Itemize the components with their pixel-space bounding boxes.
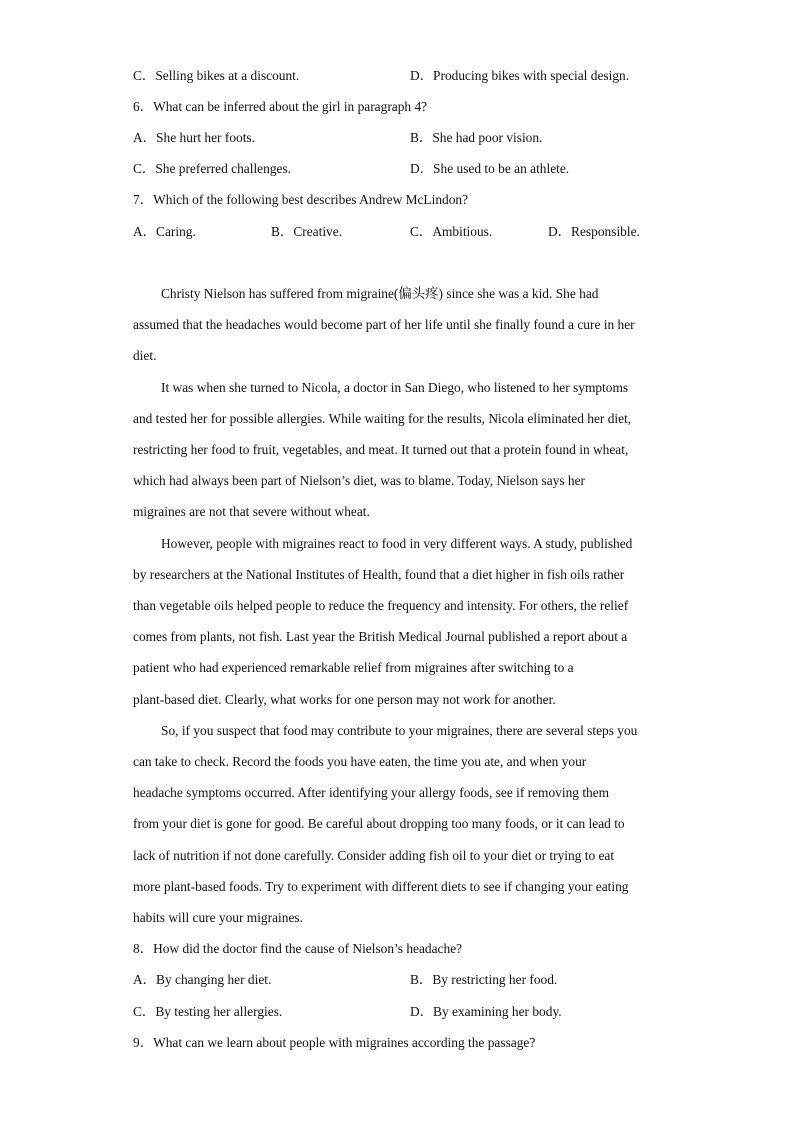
passage-p3-line-4: comes from plants, not fish. Last year the British Medical Journal published a report about a [133, 629, 628, 644]
passage-p4-line-5: lack of nutrition if not done carefully. Consider adding fish oil to your diet or trying to eat [133, 848, 615, 863]
passage-p4-line-2: can take to check. Record the foods you have eaten, the time you ate, and when your [133, 754, 587, 769]
passage-p2-line-3: restricting her food to fruit, vegetables, and meat. It turned out that a protein found in wheat, [133, 442, 629, 457]
q7-option-c: C．Ambitious. [410, 224, 493, 239]
q6-option-b: B．She had poor vision. [410, 130, 543, 145]
q8-option-d: D．By examining her body. [410, 1004, 562, 1019]
q7-option-b: B．Creative. [271, 224, 343, 239]
q6-option-d: D．She used to be an athlete. [410, 161, 570, 176]
q7-option-d: D．Responsible. [548, 224, 640, 239]
passage-p2-line-1: It was when she turned to Nicola, a doctor in San Diego, who listened to her symptoms [161, 380, 629, 395]
passage-p3-line-1: However, people with migraines react to food in very different ways. A study, published [161, 536, 633, 551]
q7-stem: 7．Which of the following best describes Andrew McLindon? [133, 192, 469, 207]
passage-p3-line-5: patient who had experienced remarkable relief from migraines after switching to a [133, 660, 574, 675]
passage-p3-line-3: than vegetable oils helped people to reduce the frequency and intensity. For others, the relief [133, 598, 629, 613]
q8-option-b: B．By restricting her food. [410, 972, 558, 987]
passage-p4-line-1: So, if you suspect that food may contribute to your migraines, there are several steps you [161, 723, 638, 738]
q6-option-a: A．She hurt her foots. [133, 130, 255, 145]
passage-p2-line-4: which had always been part of Nielson’s diet, was to blame. Today, Nielson says her [133, 473, 586, 488]
passage-p1-line-3: diet. [133, 348, 157, 363]
q5-option-d: D．Producing bikes with special design. [410, 68, 630, 83]
passage-p4-line-6: more plant-based foods. Try to experiment with different diets to see if changing your eating [133, 879, 629, 894]
passage-p2-line-5: migraines are not that severe without wheat. [133, 504, 370, 519]
q5-option-c: C．Selling bikes at a discount. [133, 68, 300, 83]
passage-p4-line-7: habits will cure your migraines. [133, 910, 303, 925]
q7-option-a: A．Caring. [133, 224, 196, 239]
passage-p2-line-2: and tested her for possible allergies. While waiting for the results, Nicola eliminated her diet, [133, 411, 632, 426]
passage-p1-line-2: assumed that the headaches would become part of her life until she finally found a cure in her [133, 317, 635, 332]
q8-stem: 8．How did the doctor find the cause of Nielson’s headache? [133, 941, 463, 956]
passage-p3-line-6: plant-based diet. Clearly, what works for one person may not work for another. [133, 692, 556, 707]
passage-p3-line-2: by researchers at the National Institutes of Health, found that a diet higher in fish oils rather [133, 567, 625, 582]
q6-option-c: C．She preferred challenges. [133, 161, 292, 176]
q9-stem: 9．What can we learn about people with migraines according the passage? [133, 1035, 536, 1050]
q8-option-a: A．By changing her diet. [133, 972, 272, 987]
passage-p1-line-1: Christy Nielson has suffered from migraine(偏头疼) since she was a kid. She had [161, 286, 599, 301]
q8-option-c: C．By testing her allergies. [133, 1004, 283, 1019]
q6-stem: 6．What can be inferred about the girl in paragraph 4? [133, 99, 428, 114]
passage-p4-line-4: from your diet is gone for good. Be careful about dropping too many foods, or it can lead to [133, 816, 625, 831]
passage-p4-line-3: headache symptoms occurred. After identifying your allergy foods, see if removing them [133, 785, 610, 800]
